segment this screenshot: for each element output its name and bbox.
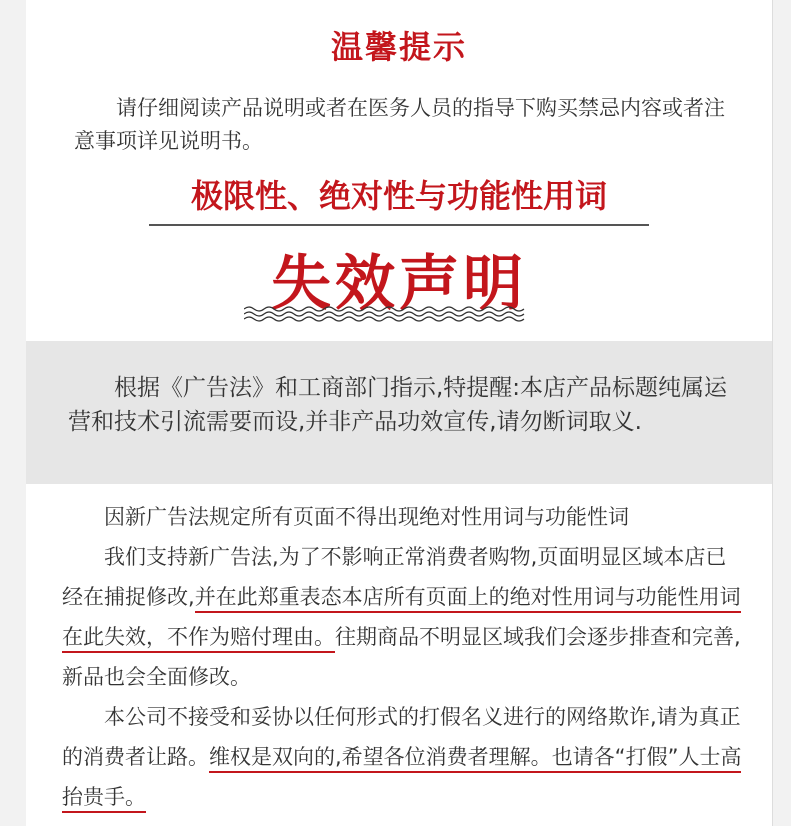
paragraph-anti-fraud — [62, 697, 742, 817]
void-statement-title: 失效声明 — [271, 249, 527, 319]
statement-body — [62, 497, 742, 817]
warm-tip-title: 温馨提示 — [330, 28, 467, 66]
anti-counterfeit-request-underlined: 也请各“打假”人士高抬贵手。 — [62, 745, 741, 813]
words-title: 极限性、绝对性与功能性用词 — [190, 177, 607, 215]
paragraph-new-ad-law: 因新广告法规定所有页面不得出现绝对性用词与功能性词 — [104, 505, 629, 529]
notice-text-block — [74, 92, 734, 158]
divider — [149, 224, 649, 226]
void-declaration-underlined: 并在此郑重表态本店所有页面上的绝对性用词与功能性用词在此失效，不作为赔付理由。 — [62, 585, 741, 653]
paragraph-support — [62, 537, 742, 697]
right-edge-line — [772, 0, 773, 826]
ad-law-notice-paragraph: 根据《广告法》和工商部门指示,特提醒:本店产品标题纯属运营和技术引流需要而设,并非产品功效宣传,请勿断词取义. — [68, 375, 728, 435]
support-text-a: 我们支持新广告法,为了不影响正常消费者购物,页面明显区域本店已经在捕捉修改, — [62, 545, 727, 609]
notice-paragraph: 请仔细阅读产品说明或者在医务人员的指导下购买禁忌内容或者注意事项详见说明书。 — [74, 96, 725, 153]
ad-law-notice-text-block — [68, 371, 728, 439]
page — [26, 0, 772, 826]
support-text-c: 往期商品不明显区域我们会逐步排查和完善,新品也会全面修改。 — [62, 625, 741, 689]
wave-decoration — [244, 303, 526, 325]
anti-fraud-text-a: 本公司不接受和妥协以任何形式的打假名义进行的网络欺诈,请为真正的消费者让路。 — [62, 705, 741, 769]
rights-bidirectional-underlined: 维权是双向的,希望各位消费者理解。 — [209, 745, 552, 773]
ad-law-notice-panel — [26, 341, 772, 484]
